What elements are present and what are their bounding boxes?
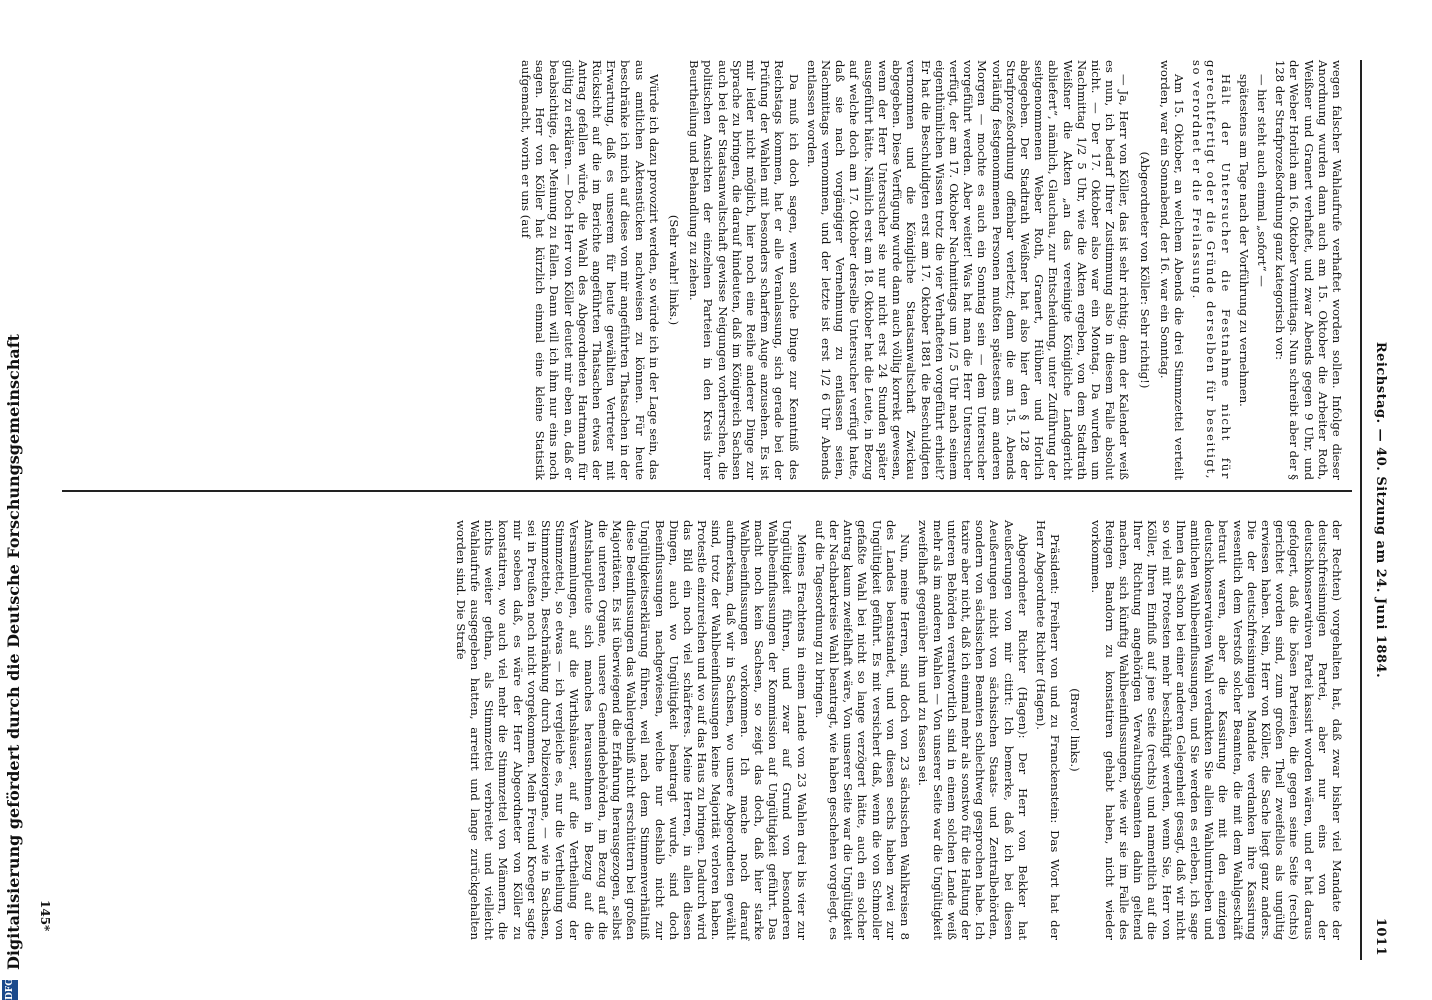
page-number: 1011 <box>1373 917 1388 956</box>
signature-mark: 145* <box>38 900 52 932</box>
paragraph: Abgeordneter Richter (Hagen): Der Herr von Bekker hat Aeußerungen von mir citirt: Ich bemerke, daß ich bei diesen Aeußerungen nicht von sächsischen Staats- und Zentralbehörden, sondern von sächsischen Beamten schlechtweg gesprochen habe. Ich taxire aber nicht, daß ich einmal mehr als sonstwo für die Haltung der unteren Behörden verantwortlich sind in einem solchen Lande weiß mehr als im anderen Wahlen — Von unserer Seite war die Ungültigkeit zweifelhaft gegenüber ihm und zu fassen sei. <box>916 520 1030 940</box>
paragraph: Hält der Untersucher die Festnahme nicht für gerechtfertigt oder die Gründe derselben für beseitigt, so verordnet er die Freilassung. <box>1190 60 1233 480</box>
header-rule <box>1360 60 1362 960</box>
interjection: (Sehr wahr! links.) <box>667 214 682 326</box>
paragraph: Da muß ich doch sagen, wenn solche Dinge zur Kenntniß des Reichstags kommen, hat er alle Veranlassung, sich gerade bei der Prüfung der Wahlen mit besonders scharfem Auge anzusehen. Es ist mir leider nicht möglich, hier noch eine Reihe anderer Dinge zur Sprache zu bringen, die darauf hindeuten, daß im Königreich Sachsen auch bei der Staatsanwaltschaft gewisse Neigungen vorherrschen, die politischen Ansichten der einzelnen Parteien in den Kreis ihrer Beurtheilung und Behandlung zu ziehen. <box>687 60 801 480</box>
paragraph: Präsident: Freiherr von und zu Franckenstein: Das Wort hat der Herr Abgeordnete Richter (Hagen). <box>1033 520 1063 940</box>
paragraph: — Ja, Herr von Köller, das ist sehr richtig; denn der Kalender weiß es nun, ich bedarf Ihrer Zustimmung also in diesem Falle absolut nicht. — Der 17. Oktober also war ein Montag. Da wurden um Nachmittag 1/2 5 Uhr, wie die Akten ergeben, von dem Stadtrath Weißner die Akten „an das vereinigte Königliche Landgericht abliefert“, nämlich, Glauchau, zur Entscheidung, unter Zuführung der seitgenommenen Weber Roth, Granert, Hübner und Horlich abgegeben. Der Stadtrath Weißner hat also hier den § 128 der Strafprozeßordnung offenbar verletzt; denn die am 15. Abends vorläufig festgenommenen Personen mußten spätestens am anderen Morgen — mochte es auch ein Sonntag sein — dem Untersucher vorgeführt werden. Aber weiter! Was hat man die Herr Untersucher verfügt, der am 17. Oktober Nachmittags um 1/2 5 Uhr nach seinem eigenthümlichen Wissen trotz die vier Verhafteten vorgeführt erhielt? Er hat die Beschuldigten erst am 17. Oktober 1881 die Beschuldigten vernommen und die Königliche Staatsanwaltschaft Zwickau abgegeben. Diese Verfügung wurde dann auch völlig korrekt gewesen, wenn der Herr Untersucher sie nur nicht erst 24 Stunden später ausgeführt hätte. Nämlich erst am 18. Oktober hat die Leute, in Bezug auf welche doch am 17. Oktober derselbe Untersucher verfügt hatte, daß sie nach vorgängiger Vernehmung zu entlassen seien, Nachmittags vernommen, und der letzte ist erst 1/2 6 Uhr Abends entlassen worden. <box>804 60 1132 480</box>
left-column <box>515 60 1344 480</box>
page-header <box>1362 60 1392 960</box>
dfg-logo: DFG <box>2 980 18 1000</box>
interjection: (Bravo! links.) <box>1068 688 1083 772</box>
paragraph: Meines Erachtens in einem Lande von 23 Wahlen drei bis vier zur Ungültigkeit führen, und zwar auf Grund von besonderen Wahlbeeinflussungen der Kommission auf Ungültigkeit geführt. Das macht noch kein Sachsen, so zeigt das doch, daß hier starke Wahlbeeinflussungen vorkommen. Ich mache noch darauf aufmerksam, daß wir in Sachsen, wo unsere Abgeordneten gewählt sind, trotz der Wahlbeeinflussungen keine Majorität verloren haben. Protestle einzureichen und wo auf das Haus zu bringen. Dadurch wird das Bild ein noch viel schärferes. Meine Herren, in allen diesen Dingen, auch wo Ungültigkeit beantragt wurde, sind doch Beeinflussungen nachgewiesen, welche nur deshalb nicht zur Ungültigkeitserklärung führen, weil nach dem Stimmenverhältniß diese Beeinflussungen das Wahlergebniß nicht erschüttern bei großen Majoritäten. Es ist überwiegend die Erfahrung herausgezogen, selbst die unteren Organe, unsere Gemeindebehörden, im Bezug auf die Amtshauptleute sich manches herausnehmen in Bezug auf die Versammlungen, auf die Wirthshäuser, auf die Vertheilung der Stimmzettel, so etwas — ich vergleiche es, nur die Vertheilung von Stimmzetteln, Beschränkung durch Polizeiorgane, — wie in Sachsen, sei in Preußen noch nicht vorgekommen. Mein Freund Kroeger sagte mir soeben daß, es wäre der Herr Abgeordneter von Köller zu konstatiren, wo auch viel mehr die Stimmzettel von Männern, die nichts weiter gethan, als Stimmzettel verbreitet und vielleicht Wahlaufrufe ausgegeben hatten, arretirt und lange zurückgehalten worden sind. Die Strafe <box>453 520 809 940</box>
footer-credit: Digitalisierung gefördert durch die Deutsche Forschungsgemeinschaft <box>4 333 23 970</box>
column-divider <box>62 490 1352 492</box>
footer-strip <box>0 0 22 1000</box>
paragraph: spätestens am Tage nach der Vorführung zu vernehmen. <box>1236 74 1251 407</box>
running-title: Reichstag. — 40. Sitzung am 24. Juni 1884. <box>1373 341 1388 679</box>
paragraph: Würde ich dazu provozirt werden, so würde ich in der Lage sein, das aus amtlichen Aktenstücken nachweisen zu können. Für heute beschränke ich mich auf diese von mir angeführten Thatsachen in der Erwartung, daß es unserem für heute gewählten Vertreter mit Rücksicht auf die im Berichte angeführten Thatsachen etwas der Antrag gefallen würde, die Wahl des Abgeordneten Hartmann für gültig zu erklären. — Doch Herr von Köller deutet mir eben an, daß er beabsichtige, der Meinung zu fallen. Dann will ich ihm nur eins noch sagen. Herr von Köller hat kürzlich einmal eine kleine Statistik aufgemacht, worin er uns (auf <box>519 60 661 480</box>
paragraph: der Rechten) vorgehalten hat, daß zwar bisher viel Mandate der deutschfreisinnigen Partei, aber nur eins von der deutschkonservativen Partei kassirt worden wären, und er hat daraus gefolgert, daß die bösen Parteien, die gegen seine Seite (rechts) gerichtet worden sind, zum großen Theil zweifellos als ungültig erwiesen haben. Nein, Herr von Köller, die Sache liegt ganz anders. Die der deutschfreisinnigen Mandate verdanken ihre Kassirung wesentlich dem Verstoß solcher Beamten, die mit dem Wahlgeschäft betraut waren, aber die Kassirung die mit den einzigen deutschkonservativen Wahl verdankten Sie allein Wahlumtrieben und amtlichen Wahlbeeinflussungen, und Sie werden es erleben, ich sage Ihnen das schon bei einer anderen Gelegenheit gesagt, daß wir nicht so viel mit Protesten mehr beschäftigt werden, wenn Sie, Herr von Köller, Ihren Einfluß auf jene Seite (rechts) und namentlich auf die Ihrer Richtung angehörigen Verwaltungsbeamten dahin geltend machen, sich künftig Wahlbeeinflussungen, wie wir sie im Falle des Reingen Bandorn zu konstatiren gehabt haben, nicht wieder vorkommen. <box>1088 520 1344 940</box>
paragraph: Am 15. Oktober, an welchem Abends die drei Stimmzettel verteilt worden, war ein Sonnabend, der 16. war ein Sonntag. <box>1157 60 1186 480</box>
paragraph: — hier steht auch einmal „sofort“ — <box>1254 74 1269 287</box>
interjection: (Abgeordneter von Köller: Sehr richtig!) <box>1137 151 1152 389</box>
paragraph: Nun, meine Herren, sind doch von 23 sächsischen Wahlkreisen 8 des Landes beanstandet, und von diesen sechs haben zwei zur Ungültigkeit geführt. Es mit versichert daß, wenn die von Schmoller gefaßte Wahl bei nicht so lange verzögert hätte, auch ein solcher Antrag kaum zweifelhaft wäre, Von unserer Seite war die Ungültigkeit der Nachbarkreise Wahl beantragt, wie haben geschehen vorgelegt, es auf die Tagesordnung zu bringen. <box>812 520 913 940</box>
right-column <box>450 520 1344 940</box>
paragraph: wegen falscher Wahlaufrufe verhaftet worden sollen. Infolge dieser Anordnung wurden dann auch am 15. Oktober die Arbeiter Roth, Weißner und Granert verhaftet, und zwar Abends gegen 9 Uhr, und der Weber Horlich am 16. Oktober Vormittags. Nun schreibt aber der § 128 der Strafprozeßordnung ganz kategorisch vor: <box>1273 60 1344 480</box>
